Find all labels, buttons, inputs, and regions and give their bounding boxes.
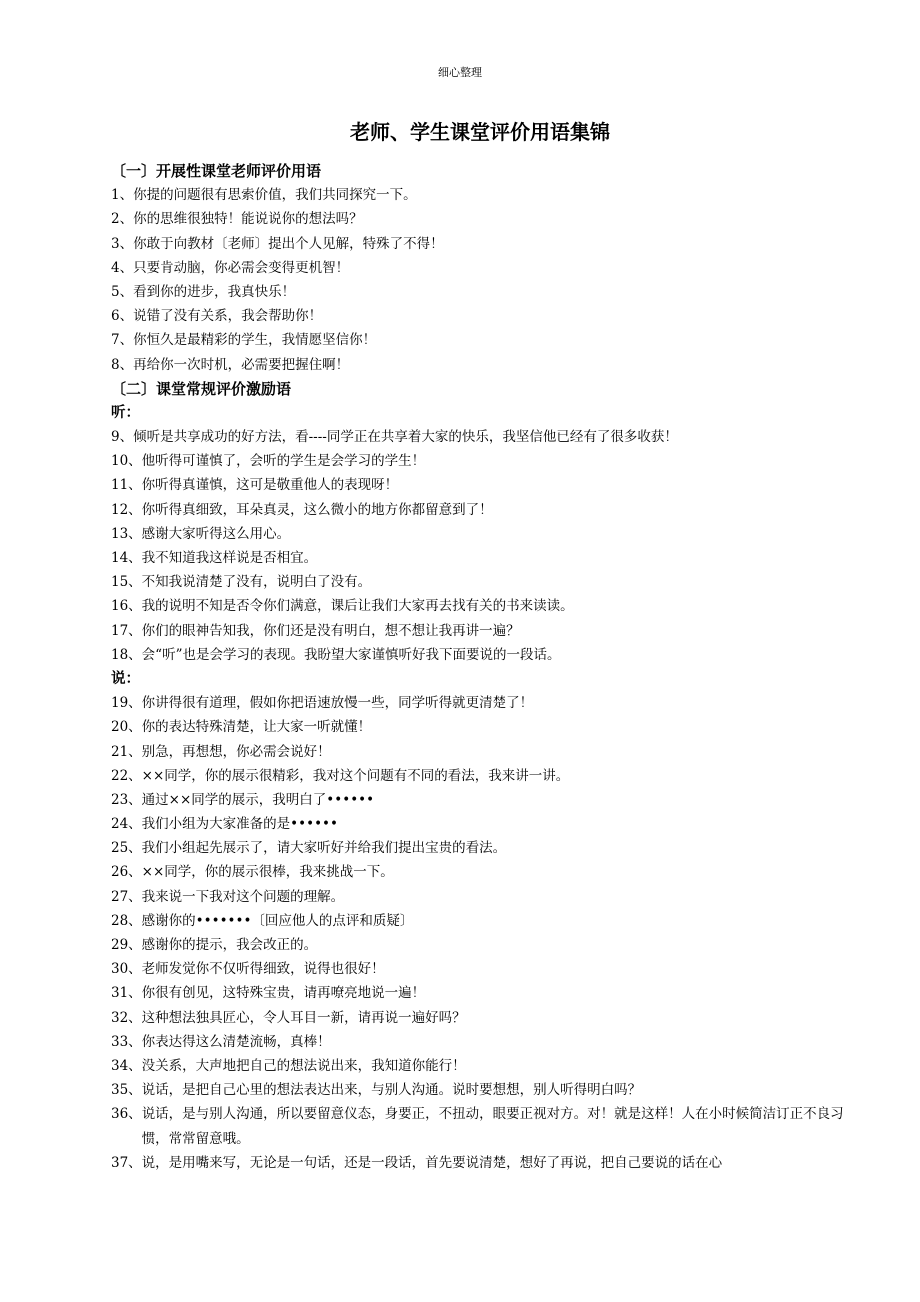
page-header: 细心整理 (438, 66, 482, 79)
list-item: 5、看到你的进步，我真快乐！ (111, 283, 296, 300)
list-item: 11、你听得真谨慎，这可是敬重他人的表现呀！ (111, 477, 399, 494)
list-item: 3、你敢于向教材〔老师〕提出个人见解，特殊了不得！ (111, 235, 444, 252)
list-item: 13、感谢大家听得这么用心。 (111, 525, 291, 542)
list-item-37: 37、说，是用嘴来写，无论是一句话，还是一段话，首先要说清楚，想好了再说，把自己要说的话在心 (111, 1154, 723, 1171)
list-item: 25、我们小组起先展示了，请大家听好并给我们提出宝贵的看法。 (111, 840, 507, 857)
list-item: 2、你的思维很独特！能说说你的想法吗？ (111, 211, 363, 228)
list-item: 20、你的表达特殊清楚，让大家一听就懂！ (111, 719, 372, 736)
list-item: 31、你很有创见，这特殊宝贵，请再嘹亮地说一遍！ (111, 985, 426, 1002)
list-item: 26、××同学，你的展示很棒，我来挑战一下。 (111, 864, 394, 881)
list-item: 9、倾听是共享成功的好方法，看----同学正在共享着大家的快乐，我坚信他已经有了很多收获！ (111, 429, 678, 446)
list-item: 4、只要肯动脑，你必需会变得更机智！ (111, 259, 350, 276)
list-item: 15、不知我说清楚了没有，说明白了没有。 (111, 574, 372, 591)
list-item: 19、你讲得很有道理，假如你把语速放慢一些，同学听得就更清楚了！ (111, 695, 534, 712)
list-item: 29、感谢你的提示，我会改正的。 (111, 937, 318, 953)
list-item: 16、我的说明不知是否令你们满意，课后让我们大家再去找有关的书来读读。 (111, 598, 574, 615)
list-item: 28、感谢你的•••••••〔回应他人的点评和质疑〕 (111, 912, 414, 929)
list-item: 8、再给你一次时机，必需要把握住啊！ (111, 356, 350, 373)
list-item: 10、他听得可谨慎了，会听的学生是会学习的学生！ (111, 453, 426, 470)
list-item: 6、说错了没有关系，我会帮助你！ (111, 308, 323, 325)
list-item-number: 36、 (111, 1106, 142, 1123)
list-item: 24、我们小组为大家准备的是•••••• (111, 816, 338, 833)
document-body (111, 159, 856, 1175)
list-item: 7、你恒久是最精彩的学生，我情愿坚信你！ (111, 332, 377, 349)
list-item: 21、别急，再想想，你必需会说好！ (111, 743, 331, 760)
list-item: 35、说话，是把自己心里的想法表达出来，与别人沟通。说时要想想，别人听得明白吗？ (111, 1082, 642, 1099)
list-item-36 (111, 1102, 856, 1150)
list-item: 32、这种想法独具匠心，令人耳目一新，请再说一遍好吗？ (111, 1009, 466, 1026)
page-title: 老师、学生课堂评价用语集锦 (350, 120, 610, 144)
list-item: 33、你表达得这么清楚流畅，真棒！ (111, 1033, 331, 1050)
section-heading-1: 〔一〕开展性课堂老师评价用语 (111, 162, 322, 180)
subheading-listen: 听： (111, 404, 140, 421)
list-item: 17、你们的眼神告知我，你们还是没有明白，想不想让我再讲一遍？ (111, 622, 520, 639)
list-item: 12、你听得真细致，耳朵真灵，这么微小的地方你都留意到了！ (111, 501, 493, 518)
subheading-speak: 说： (111, 670, 140, 687)
list-item: 18、会“听”也是会学习的表现。我盼望大家谨慎听好我下面要说的一段话。 (111, 646, 561, 663)
list-item: 23、通过××同学的展示，我明白了•••••• (111, 791, 375, 808)
list-item: 14、我不知道我这样说是否相宜。 (111, 550, 318, 566)
list-item: 22、××同学，你的展示很精彩，我对这个问题有不同的看法，我来讲一讲。 (111, 767, 570, 784)
section-heading-2: 〔二〕课堂常规评价激励语 (111, 379, 292, 398)
list-item: 27、我来说一下我对这个问题的理解。 (111, 888, 345, 905)
list-item: 30、老师发觉你不仅听得细致，说得也很好！ (111, 961, 385, 978)
list-item: 34、没关系，大声地把自己的想法说出来，我知道你能行！ (111, 1057, 466, 1074)
list-item-text: 说话，是与别人沟通，所以要留意仪态，身要正，不扭动，眼要正视对方。对！就是这样！人在小时候简洁订正不良习惯，常常留意哦。 (141, 1106, 844, 1147)
list-item: 1、你提的问题很有思索价值，我们共同探究一下。 (111, 187, 417, 204)
